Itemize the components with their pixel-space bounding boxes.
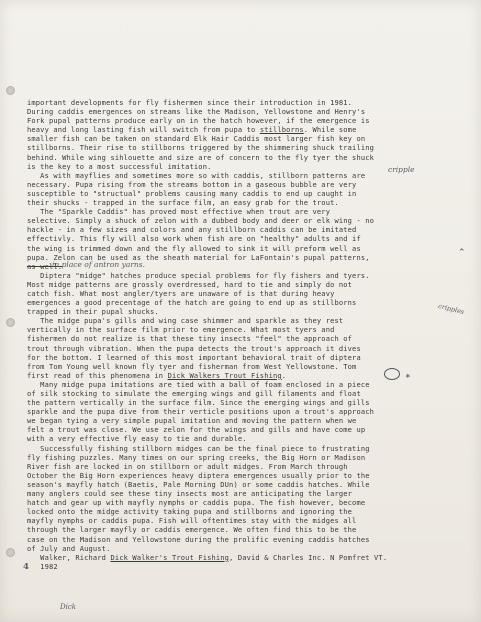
text-line [27,189,473,198]
text-line [27,507,473,516]
text-line [27,362,473,371]
text-segment: their shucks - trapped in the surface film, an easy grab for the trout. [27,198,339,208]
text-segment: fly fishing puzzles. Many times on our spring creeks, the Big Horn or Madison [27,452,366,462]
handwritten-in-place-of: in place of antron yarns. [52,260,145,269]
underlined-title: stillborns [259,125,304,135]
text-segment: susceptible to "structual" problems causing many caddis to end up caught in [27,188,357,198]
text-line [27,489,473,498]
text-line [27,334,473,343]
text-segment: the wing is trimmed down and the fly allowed to sink it will preform well as [27,243,361,253]
text-segment: emergences a good precentage of the hatch are going to end up as stillborns [27,298,357,308]
text-segment: October the Big Horn experiences heavy diptera emergences usually prior to the [27,470,370,480]
handwritten-cripple: cripple [388,165,415,174]
text-segment: As with mayflies and sometimes more so with caddis, stillborn patterns are [27,170,366,180]
text-segment: is the key to a most successful imitation. [27,161,212,171]
text-line [27,289,473,298]
text-line [27,498,473,507]
text-segment: During caddis emergences on streams like the Madison, Yellowstone and Henry's [27,107,366,117]
text-segment: smaller fish can be taken on standard Elk Hair Caddis most larger fish key on [27,134,366,144]
text-line [27,216,473,225]
text-line [27,325,473,334]
text-line [27,471,473,480]
text-line [27,398,473,407]
text-line [27,416,473,425]
text-line [27,462,473,471]
text-segment: we began tying a very simple pupal imitation and moving the pattern when we [27,416,357,426]
text-line [27,535,473,544]
text-segment: important developments for fly fishermen since their introduction in 1981. [27,98,353,107]
text-line [27,244,473,253]
text-segment: first read of this phenomena in [27,370,168,380]
text-line [27,407,473,416]
text-line [27,116,473,125]
text-segment: effectivly. This fly will also work when fish are on "healthy" adults and if [27,234,361,244]
text-segment: from Tom Young well known fly tyer and fisherman from West Yellowstone. Tom [27,361,357,371]
insert-caret: ⌃ [458,248,466,258]
text-segment: Many midge pupa imitations are tied with a ball of foam enclosed in a piece [27,379,370,389]
underlined-title: Dick Walkers Trout Fishing [167,370,282,380]
text-line [27,271,473,280]
underlined-title: Dick Walker's Trout Fishing [110,552,230,562]
text-segment: fishermen do not realize is that these tiny insects "feel" the approach of [27,334,353,344]
text-segment: necessary. Pupa rising from the streams bottom in a gaseous bubble are very [27,179,357,189]
text-line [27,207,473,216]
text-line [27,298,473,307]
text-line [27,453,473,462]
text-segment: mayfly nymphs or caddis pupa. Fish will oftentimes stay with the midges all [27,516,357,526]
text-segment: case on the Madison and Yellowstone during the prolific evening caddis hatches [27,534,370,544]
text-segment: The "Sparkle Caddis" has proved most effective when trout are very [27,207,331,217]
text-line [27,389,473,398]
text-segment: River fish are locked in on stillborn or adult midges. From March through [27,461,348,471]
text-segment: , David & Charles Inc. N Pomfret VT. [229,552,388,562]
text-line [27,280,473,289]
text-line [27,180,473,189]
text-line [27,153,473,162]
text-segment: catch fish. What most angler/tyers are unaware of is that during heavy [27,288,335,298]
text-line [27,444,473,453]
text-segment: season's mayfly hatch (Baetis, Pale Morning DUn) or some caddis hatches. While [27,479,370,489]
text-segment: heavy and long lasting fish will switch from pupa to [27,125,260,135]
text-line [27,380,473,389]
text-line [27,198,473,207]
text-line [27,107,473,116]
text-segment: trapped in their pupal shucks. [27,307,159,317]
footnote-circle [384,368,400,380]
text-segment: Most midge patterns are grossly overdressed, hard to tie and simply do not [27,279,353,289]
handwritten-dick: Dick [60,603,77,611]
text-segment: many anglers could see these tiny insects most are anticipating the larger [27,489,353,499]
text-segment: through the larger mayfly or caddis emergence. We often find this to be the [27,525,357,535]
text-line [27,480,473,489]
text-segment: felt a trout was close. We use zelon for the wings and gills and have come up [27,425,366,435]
text-segment: sparkle and the pupa dive from their verticle positions upon a trout's approach [27,407,375,417]
text-segment: . [281,370,287,380]
text-segment: trout through vibration. When the pupa detects the trout's approach it dives [27,343,361,353]
text-segment: Successfully fishing stillborn midges can be the final piece to frustrating [27,443,370,453]
text-segment: pupa. Zelon can be used as the sheath material for LaFontain's pupal patterns, [27,252,370,262]
text-segment: the pattern vertically in the surface film. Since the emerging wings and gills [27,398,370,408]
text-segment: The midge pupa's gills and wing case shimmer and sparkle as they rest [27,316,344,326]
text-line [27,98,473,107]
text-segment: for the bottom. I learned of this most important behavioral trait of diptera [27,352,361,362]
footnote-number: 4 [23,562,29,572]
text-line [27,134,473,143]
struck-text: as well. [27,261,63,271]
handwritten-cripples: cripples [437,301,465,317]
text-segment: of July and August. [27,543,111,553]
text-segment: behind. While wing sihlouette and size are of concern to the fly tyer the shuck [27,152,375,162]
text-line [27,434,473,443]
text-line [27,225,473,234]
text-segment: locked onto the midge activity taking pupa and stillborns and ignoring the [27,507,353,517]
text-segment: with a very effective fly easy to tie and durable. [27,434,247,444]
text-line [27,234,473,243]
text-line [27,525,473,534]
text-segment: Diptera "midge" hatches produce special problems for fly fishers and tyers. [27,270,370,280]
text-segment: hackle - in a few sizes and colors and any stillborn caddis can be imitated [27,225,357,235]
text-segment: vertically in the surface film prior to emergence. What most tyers and [27,325,335,335]
text-segment: hatch and gear up with mayfly nymphs or caddis pupa. The fish however, become [27,498,366,508]
text-segment: 1982 [27,561,58,571]
text-line [27,125,473,134]
footnote-mark: ∗ [405,372,411,380]
text-segment: Walker, Richard [27,552,111,562]
text-segment: of silk stocking to simulate the emerging wings and gill filaments and float [27,389,361,398]
text-line [27,307,473,316]
punch-hole [6,548,15,557]
punch-hole [6,86,15,95]
text-line [27,544,473,553]
text-line [27,553,473,562]
text-line [27,425,473,434]
text-line [27,562,473,571]
text-line [27,344,473,353]
text-segment: Fork pupal patterns produce early on in the hatch however, if the emergence is [27,116,370,126]
punch-hole [6,318,15,327]
text-line [27,316,473,325]
text-segment: . While some [303,125,357,135]
text-line [27,516,473,525]
text-segment: selective. Simply a shuck of zelon with a dubbed body and deer or elk wing - no [27,216,375,226]
text-line [27,353,473,362]
text-line [27,143,473,152]
text-segment: stillborns. Their rise to stillborns triggered by the shimmering shuck trailing [27,143,375,153]
